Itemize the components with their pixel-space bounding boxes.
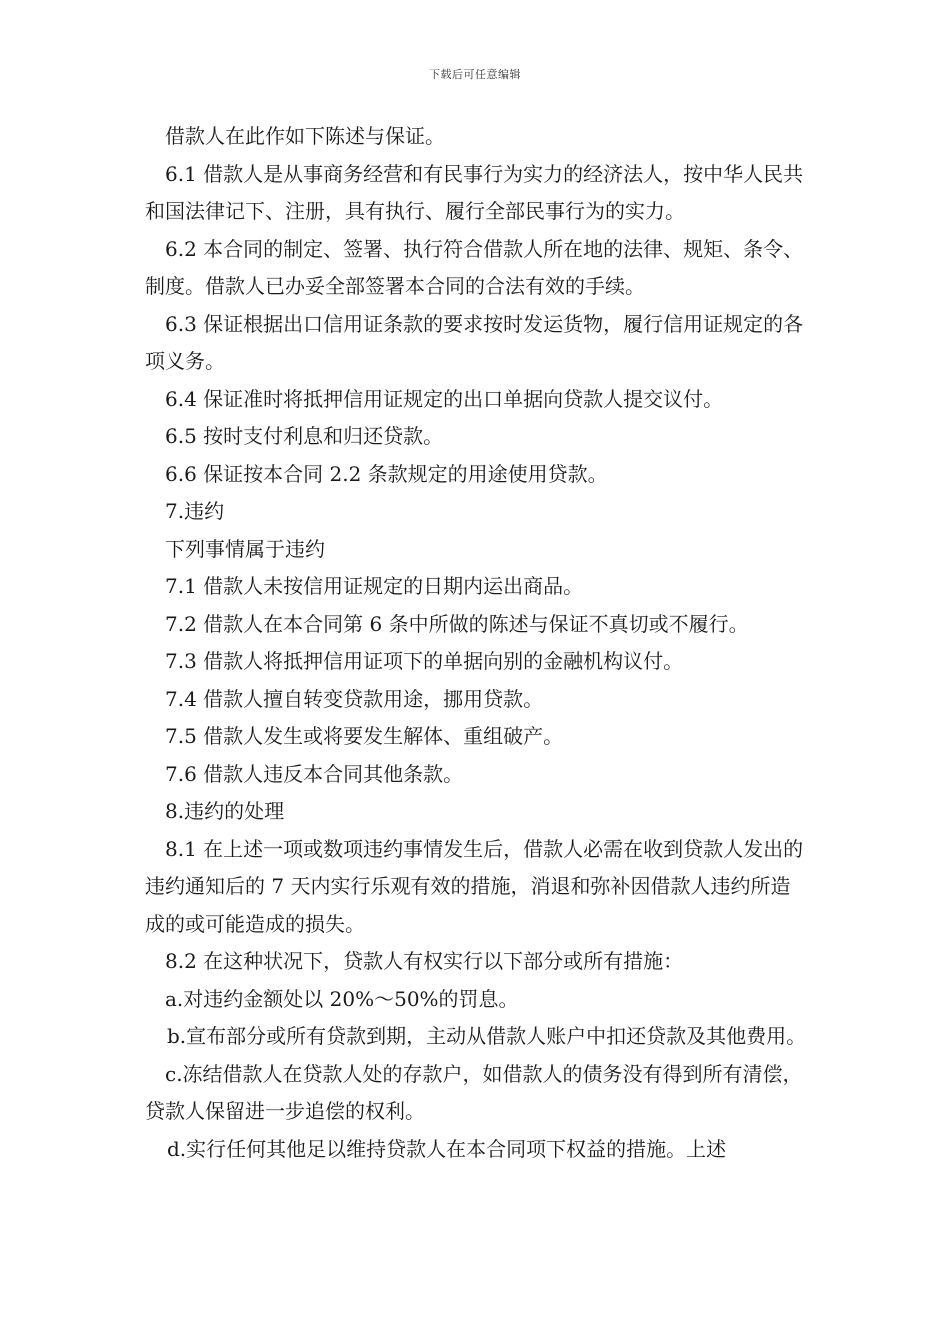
paragraph-6-1: 6.1 借款人是从事商务经营和有民事行为实力的经济法人，按中华人民共和国法律记下、注册，具有执行、履行全部民事行为的实力。 xyxy=(145,161,804,223)
paragraph-6-6: 6.6 保证按本合同 2.2 条款规定的用途使用贷款。 xyxy=(165,461,608,486)
paragraph-7-6: 7.6 借款人违反本合同其他条款。 xyxy=(165,761,464,786)
paragraph-7-5: 7.5 借款人发生或将要发生解体、重组破产。 xyxy=(165,724,564,748)
paragraph-8-1: 8.1 在上述一项或数项违约事情发生后，借款人必需在收到贷款人发出的违约通知后的 7 天内实行乐观有效的措施，消退和弥补因借款人违约所造成的或可能造成的损失。 xyxy=(145,836,804,936)
paragraph-7-intro: 下列事情属于违约 xyxy=(165,536,325,561)
paragraph-8-2: 8.2 在这种状况下，贷款人有权实行以下部分或所有措施： xyxy=(165,949,684,973)
paragraph-7-3: 7.3 借款人将抵押信用证项下的单据向别的金融机构议付。 xyxy=(165,649,684,673)
paragraph-8-2-b: b.宣布部分或所有贷款到期，主动从借款人账户中扣还贷款及其他费用。 xyxy=(167,1024,807,1048)
document-body xyxy=(145,118,807,1168)
paragraph-6-2: 6.2 本合同的制定、签署、执行符合借款人所在地的法律、规矩、条令、制度。借款人已办妥全部签署本合同的合法有效的手续。 xyxy=(145,236,804,298)
page-header: 下载后可任意编辑 xyxy=(429,68,521,81)
section-heading-7: 7.违约 xyxy=(165,499,225,523)
paragraph-8-2-d: d.实行任何其他足以维持贷款人在本合同项下权益的措施。上述 xyxy=(167,1136,727,1161)
paragraph-7-2: 7.2 借款人在本合同第 6 条中所做的陈述与保证不真切或不履行。 xyxy=(165,611,749,636)
paragraph-7-1: 7.1 借款人未按信用证规定的日期内运出商品。 xyxy=(165,574,584,598)
section-heading-8: 8.违约的处理 xyxy=(165,799,285,823)
paragraph-intro: 借款人在此作如下陈述与保证。 xyxy=(165,124,445,148)
paragraph-8-2-a: a.对违约金额处以 20%～50%的罚息。 xyxy=(165,986,519,1011)
paragraph-6-5: 6.5 按时支付利息和归还贷款。 xyxy=(165,424,444,448)
paragraph-6-4: 6.4 保证准时将抵押信用证规定的出口单据向贷款人提交议付。 xyxy=(165,386,724,411)
paragraph-7-4: 7.4 借款人擅自转变贷款用途，挪用贷款。 xyxy=(165,686,544,711)
paragraph-8-2-c: c.冻结借款人在贷款人处的存款户，如借款人的债务没有得到所有清偿，贷款人保留进一步追偿的权利。 xyxy=(145,1061,803,1123)
paragraph-6-3: 6.3 保证根据出口信用证条款的要求按时发运货物，履行信用证规定的各项义务。 xyxy=(145,311,804,373)
